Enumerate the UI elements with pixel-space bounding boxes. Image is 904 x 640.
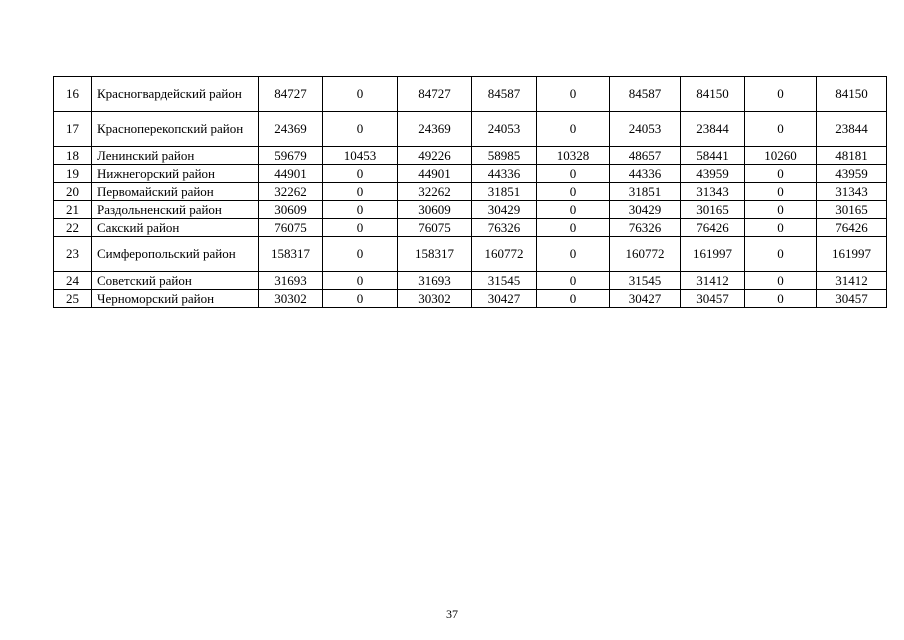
value-cell-4: 30429 [472,201,537,219]
value-cell-7: 31412 [681,272,745,290]
value-cell-9: 84150 [817,77,887,112]
district-name-cell: Черноморский район [92,290,259,308]
value-cell-3: 24369 [398,112,472,147]
value-cell-4: 24053 [472,112,537,147]
value-cell-9: 31343 [817,183,887,201]
value-cell-5: 0 [537,219,610,237]
value-cell-6: 76326 [610,219,681,237]
table-row [54,290,887,308]
value-cell-4: 58985 [472,147,537,165]
value-cell-9: 30457 [817,290,887,308]
row-number-cell: 20 [54,183,92,201]
value-cell-7: 30165 [681,201,745,219]
value-cell-2: 0 [323,201,398,219]
row-number-cell: 17 [54,112,92,147]
value-cell-1: 24369 [259,112,323,147]
row-number-cell: 25 [54,290,92,308]
value-cell-6: 84587 [610,77,681,112]
value-cell-3: 49226 [398,147,472,165]
value-cell-1: 158317 [259,237,323,272]
value-cell-7: 23844 [681,112,745,147]
district-data-table [53,76,887,308]
value-cell-6: 31545 [610,272,681,290]
value-cell-6: 48657 [610,147,681,165]
page-number: 37 [446,607,458,621]
value-cell-1: 84727 [259,77,323,112]
value-cell-9: 23844 [817,112,887,147]
value-cell-2: 0 [323,290,398,308]
table-row [54,112,887,147]
row-number-cell: 23 [54,237,92,272]
table-row [54,165,887,183]
row-number-cell: 22 [54,219,92,237]
value-cell-9: 31412 [817,272,887,290]
value-cell-8: 0 [745,77,817,112]
district-name-cell: Раздольненский район [92,201,259,219]
value-cell-5: 0 [537,183,610,201]
value-cell-5: 0 [537,112,610,147]
value-cell-4: 84587 [472,77,537,112]
district-name-cell: Сакский район [92,219,259,237]
value-cell-5: 0 [537,237,610,272]
value-cell-9: 48181 [817,147,887,165]
value-cell-2: 0 [323,165,398,183]
value-cell-9: 161997 [817,237,887,272]
value-cell-3: 30609 [398,201,472,219]
value-cell-9: 76426 [817,219,887,237]
value-cell-5: 0 [537,272,610,290]
row-number-cell: 19 [54,165,92,183]
value-cell-6: 44336 [610,165,681,183]
value-cell-4: 30427 [472,290,537,308]
value-cell-8: 0 [745,219,817,237]
table-row [54,219,887,237]
value-cell-7: 161997 [681,237,745,272]
table-row [54,183,887,201]
value-cell-1: 30609 [259,201,323,219]
value-cell-3: 76075 [398,219,472,237]
value-cell-9: 43959 [817,165,887,183]
value-cell-5: 0 [537,290,610,308]
district-name-cell: Советский район [92,272,259,290]
value-cell-8: 0 [745,237,817,272]
value-cell-1: 31693 [259,272,323,290]
value-cell-2: 0 [323,219,398,237]
value-cell-1: 76075 [259,219,323,237]
value-cell-8: 0 [745,272,817,290]
value-cell-8: 0 [745,290,817,308]
row-number-cell: 21 [54,201,92,219]
value-cell-8: 0 [745,112,817,147]
value-cell-4: 160772 [472,237,537,272]
value-cell-4: 31545 [472,272,537,290]
value-cell-7: 84150 [681,77,745,112]
value-cell-6: 160772 [610,237,681,272]
value-cell-4: 76326 [472,219,537,237]
table-row [54,272,887,290]
value-cell-5: 0 [537,77,610,112]
value-cell-8: 0 [745,201,817,219]
row-number-cell: 18 [54,147,92,165]
table-row [54,237,887,272]
value-cell-7: 30457 [681,290,745,308]
district-name-cell: Симферопольский район [92,237,259,272]
value-cell-7: 58441 [681,147,745,165]
value-cell-6: 24053 [610,112,681,147]
value-cell-3: 30302 [398,290,472,308]
value-cell-2: 0 [323,77,398,112]
value-cell-1: 30302 [259,290,323,308]
table-row [54,201,887,219]
value-cell-3: 32262 [398,183,472,201]
table-body [54,77,887,308]
value-cell-2: 0 [323,272,398,290]
value-cell-5: 10328 [537,147,610,165]
value-cell-8: 10260 [745,147,817,165]
district-name-cell: Красноперекопский район [92,112,259,147]
value-cell-2: 0 [323,112,398,147]
value-cell-4: 44336 [472,165,537,183]
value-cell-2: 0 [323,183,398,201]
value-cell-9: 30165 [817,201,887,219]
value-cell-4: 31851 [472,183,537,201]
value-cell-7: 31343 [681,183,745,201]
value-cell-3: 84727 [398,77,472,112]
value-cell-1: 44901 [259,165,323,183]
value-cell-8: 0 [745,183,817,201]
value-cell-2: 10453 [323,147,398,165]
row-number-cell: 16 [54,77,92,112]
value-cell-8: 0 [745,165,817,183]
value-cell-5: 0 [537,201,610,219]
table-row [54,147,887,165]
value-cell-6: 30429 [610,201,681,219]
value-cell-3: 31693 [398,272,472,290]
district-name-cell: Красногвардейский район [92,77,259,112]
value-cell-3: 158317 [398,237,472,272]
district-name-cell: Первомайский район [92,183,259,201]
value-cell-6: 30427 [610,290,681,308]
value-cell-1: 59679 [259,147,323,165]
value-cell-7: 76426 [681,219,745,237]
value-cell-3: 44901 [398,165,472,183]
value-cell-1: 32262 [259,183,323,201]
row-number-cell: 24 [54,272,92,290]
value-cell-7: 43959 [681,165,745,183]
table-row [54,77,887,112]
value-cell-2: 0 [323,237,398,272]
value-cell-5: 0 [537,165,610,183]
value-cell-6: 31851 [610,183,681,201]
district-name-cell: Ленинский район [92,147,259,165]
district-name-cell: Нижнегорский район [92,165,259,183]
